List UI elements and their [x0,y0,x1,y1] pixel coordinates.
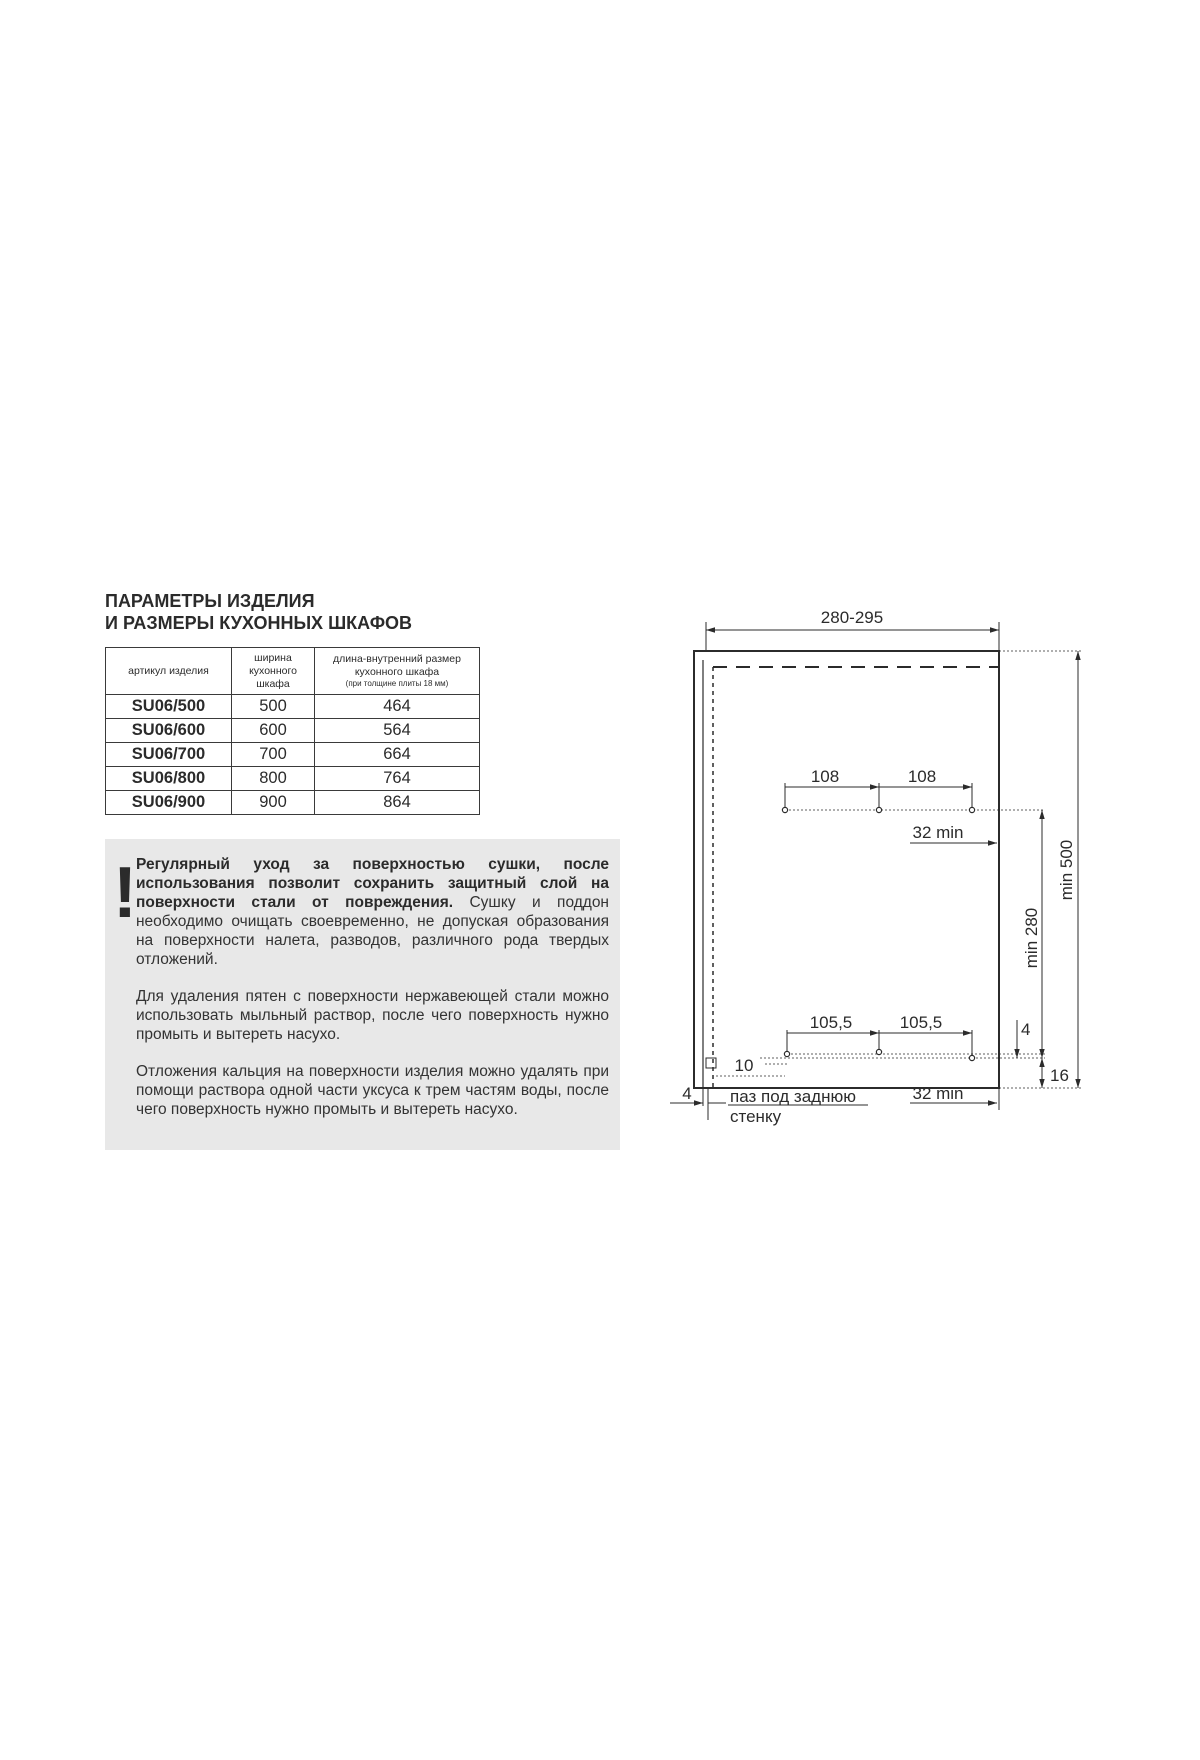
cabinet-mounting-drawing [670,600,1110,1160]
label-min-500: min 500 [1057,839,1076,901]
label-top-spacing-1: 108 [810,767,840,786]
width-cell: 700 [232,743,315,767]
label-dim-10: 10 [734,1056,754,1075]
table-row [106,767,480,791]
care-note-text [136,855,609,1137]
label-top-spacing-2: 108 [907,767,937,786]
parameters-table [105,647,480,815]
label-width-range: 280-295 [820,608,884,627]
header-length: длина-внутренний размер кухонного шкафа (при толщине плиты 18 мм) [315,648,480,695]
title-line-1: ПАРАМЕТРЫ ИЗДЕЛИЯ [105,591,315,611]
article-cell: SU06/500 [106,695,232,719]
header-width: ширина кухонного шкафа [232,648,315,695]
label-groove-2: стенку [730,1107,782,1126]
length-cell: 864 [315,791,480,815]
table-row [106,719,480,743]
label-top-offset: 32 min [912,823,964,842]
page-title [105,590,585,634]
care-paragraph-1-rest: Сушку и поддон необходимо очищать своевременно, не допуская образования на поверхности налета, разводов, различного рода твердых отложений. [136,894,609,968]
table-row [106,791,480,815]
length-cell: 664 [315,743,480,767]
table-row [106,743,480,767]
article-cell: SU06/700 [106,743,232,767]
label-bottom-offset: 32 min [912,1084,964,1103]
care-note-panel [105,839,620,1150]
exclamation-icon: ! [113,853,137,933]
care-paragraph-3: Отложения кальция на поверхности изделия можно удалять при помощи раствора одной части уксуса к трем частям воды, после чего поверхность нужно промыть и вытереть насухо. [136,1063,609,1118]
header-article: артикул изделия [106,648,232,695]
article-cell: SU06/900 [106,791,232,815]
groove-square [706,1058,716,1068]
width-cell: 900 [232,791,315,815]
article-cell: SU06/800 [106,767,232,791]
care-paragraph-1-bold: Регулярный уход за поверхностью сушки, после использования позволит сохранить защитный слой на поверхности стали от повреждения. [136,856,609,911]
length-cell: 764 [315,767,480,791]
width-cell: 800 [232,767,315,791]
top-hole-3 [969,807,974,812]
label-dim-16: 16 [1050,1066,1069,1085]
top-hole-1 [782,807,787,812]
bottom-hole-2 [876,1049,881,1054]
label-bottom-spacing-1: 105,5 [809,1013,853,1032]
width-cell: 500 [232,695,315,719]
label-bottom-spacing-2: 105,5 [899,1013,943,1032]
care-paragraph-1 [136,855,609,969]
bottom-hole-3 [969,1055,974,1060]
top-hole-2 [876,807,881,812]
label-groove-1: паз под заднюю [730,1087,856,1106]
label-dim-4-left: 4 [682,1084,692,1103]
care-paragraph-2: Для удаления пятен с поверхности нержавеющей стали можно использовать мыльный раствор, после чего поверхность нужно промыть и вытереть насухо. [136,988,609,1043]
length-cell: 564 [315,719,480,743]
label-dim-4-right: 4 [1021,1020,1031,1039]
table-header-row [106,648,480,695]
length-cell: 464 [315,695,480,719]
table-row [106,695,480,719]
label-min-280: min 280 [1022,907,1041,969]
title-line-2: И РАЗМЕРЫ КУХОННЫХ ШКАФОВ [105,613,413,633]
article-cell: SU06/600 [106,719,232,743]
header-length-note: (при толщине плиты 18 мм) [345,679,449,688]
width-cell: 600 [232,719,315,743]
bottom-hole-1 [784,1051,789,1056]
